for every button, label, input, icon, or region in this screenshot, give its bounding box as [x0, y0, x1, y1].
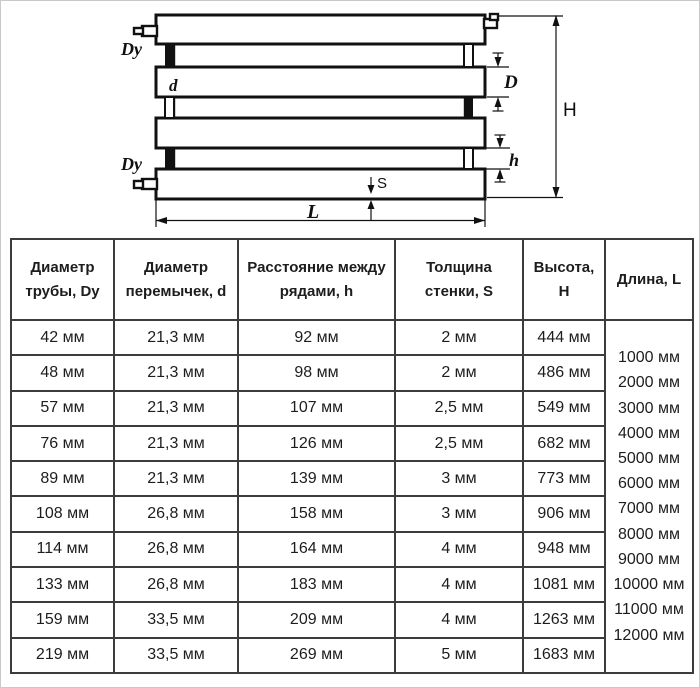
jumper-right-middle	[464, 97, 473, 118]
column-header-wall-thickness: Толщина стенки, S	[395, 239, 523, 320]
table-cell: 906 мм	[523, 496, 605, 531]
table-row	[11, 496, 693, 531]
table-cell: 444 мм	[523, 320, 605, 355]
jumper-right-top	[464, 44, 473, 67]
table-cell: 269 мм	[238, 638, 395, 673]
table-cell: 158 мм	[238, 496, 395, 531]
jumper-left-bottom	[165, 148, 174, 169]
table-cell: 1683 мм	[523, 638, 605, 673]
register-drawing	[1, 1, 700, 233]
table-row	[11, 355, 693, 390]
dimensions-table	[10, 238, 694, 674]
table-cell: 48 мм	[11, 355, 114, 390]
table-row	[11, 426, 693, 461]
table-cell: 159 мм	[11, 602, 114, 637]
table-cell: 773 мм	[523, 461, 605, 496]
stub-top-left	[142, 26, 157, 36]
table-cell: 948 мм	[523, 532, 605, 567]
back-pipes	[174, 44, 465, 169]
table-cell: 42 мм	[11, 320, 114, 355]
table-cell: 486 мм	[523, 355, 605, 390]
table-cell: 2,5 мм	[395, 426, 523, 461]
table-cell: 21,3 мм	[114, 391, 238, 426]
table-cell: 126 мм	[238, 426, 395, 461]
table-cell: 21,3 мм	[114, 426, 238, 461]
pipe-row-3	[156, 67, 485, 97]
table-row	[11, 602, 693, 637]
length-value: 12000 мм	[613, 626, 685, 644]
label-D: D	[504, 72, 518, 93]
label-L: L	[307, 201, 320, 223]
column-header-row-spacing: Расстояние между рядами, h	[238, 239, 395, 320]
pipe-row-6	[174, 148, 465, 169]
length-value: 3000 мм	[617, 399, 681, 417]
table-cell: 4 мм	[395, 602, 523, 637]
table-row	[11, 638, 693, 673]
length-merged-cell	[605, 320, 693, 673]
table-cell: 2,5 мм	[395, 391, 523, 426]
table-cell: 26,8 мм	[114, 567, 238, 602]
table-cell: 2 мм	[395, 355, 523, 390]
column-header-length: Длина, L	[605, 239, 693, 320]
length-value: 7000 мм	[617, 500, 681, 518]
pipe-row-4	[174, 97, 465, 118]
length-value: 8000 мм	[617, 525, 681, 543]
table-cell: 4 мм	[395, 532, 523, 567]
table-cell: 3 мм	[395, 461, 523, 496]
table-cell: 114 мм	[11, 532, 114, 567]
label-S: S	[377, 175, 388, 192]
pipe-row-5	[156, 118, 485, 148]
table-cell: 107 мм	[238, 391, 395, 426]
table-cell: 209 мм	[238, 602, 395, 637]
stub-top-right-cap	[490, 14, 498, 20]
length-value: 4000 мм	[617, 424, 681, 442]
jumper-left-middle	[165, 97, 174, 118]
table-cell: 164 мм	[238, 532, 395, 567]
length-value: 1000 мм	[617, 349, 681, 367]
table-cell: 26,8 мм	[114, 532, 238, 567]
length-value: 6000 мм	[617, 475, 681, 493]
label-d: d	[169, 76, 178, 95]
table-cell: 3 мм	[395, 496, 523, 531]
stub-bottom-left	[142, 179, 157, 189]
length-value: 9000 мм	[617, 550, 681, 568]
column-header-height: Высота, H	[523, 239, 605, 320]
pipe-row-2	[174, 44, 465, 67]
table-cell: 33,5 мм	[114, 602, 238, 637]
table-cell: 1081 мм	[523, 567, 605, 602]
table-cell: 133 мм	[11, 567, 114, 602]
table-cell: 219 мм	[11, 638, 114, 673]
table-cell: 682 мм	[523, 426, 605, 461]
column-header-jumper-diameter: Диаметр перемычек, d	[114, 239, 238, 320]
jumper-right-bottom	[464, 148, 473, 169]
table-cell: 57 мм	[11, 391, 114, 426]
table-cell: 108 мм	[11, 496, 114, 531]
length-value: 2000 мм	[617, 374, 681, 392]
column-header-pipe-diameter: Диаметр трубы, Dy	[11, 239, 114, 320]
table-cell: 76 мм	[11, 426, 114, 461]
table-row	[11, 532, 693, 567]
label-dy-bottom: Dy	[121, 154, 142, 174]
table-row	[11, 320, 693, 355]
stub-top-left-cap	[134, 28, 143, 34]
table-cell: 21,3 мм	[114, 355, 238, 390]
table-cell: 183 мм	[238, 567, 395, 602]
table-cell: 4 мм	[395, 567, 523, 602]
jumper-left-top	[165, 44, 174, 67]
table-cell: 92 мм	[238, 320, 395, 355]
table-cell: 26,8 мм	[114, 496, 238, 531]
table-cell: 33,5 мм	[114, 638, 238, 673]
length-value: 5000 мм	[617, 450, 681, 468]
label-dy-top: Dy	[121, 39, 142, 59]
pipe-row-7	[156, 169, 485, 199]
table-row	[11, 461, 693, 496]
table-cell: 98 мм	[238, 355, 395, 390]
table-cell: 139 мм	[238, 461, 395, 496]
table-cell: 1263 мм	[523, 602, 605, 637]
length-value: 10000 мм	[613, 576, 685, 594]
length-value: 11000 мм	[614, 601, 684, 619]
pipe-row-1	[156, 15, 485, 44]
label-H: H	[563, 100, 577, 121]
table-cell: 89 мм	[11, 461, 114, 496]
table-cell: 5 мм	[395, 638, 523, 673]
stub-bottom-left-cap	[134, 181, 143, 188]
table-row	[11, 567, 693, 602]
table-row	[11, 391, 693, 426]
table-cell: 21,3 мм	[114, 320, 238, 355]
table-cell: 21,3 мм	[114, 461, 238, 496]
header-row	[11, 239, 693, 320]
table-cell: 549 мм	[523, 391, 605, 426]
table-cell: 2 мм	[395, 320, 523, 355]
label-h: h	[509, 150, 520, 170]
